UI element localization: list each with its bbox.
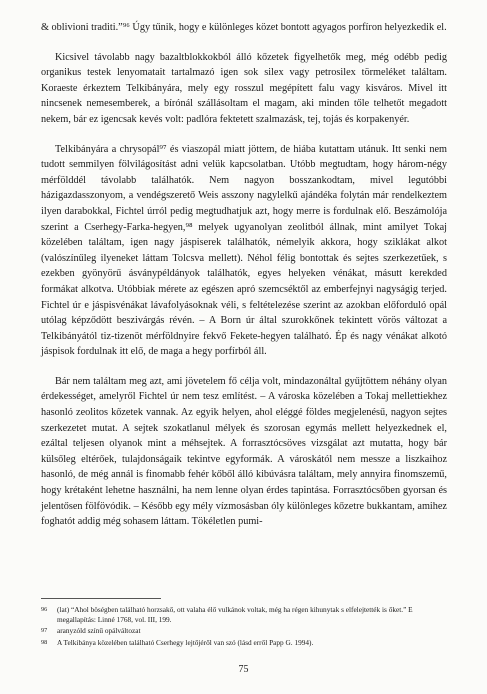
paragraph-findings: Bár nem találtam meg azt, ami jövetelem fő célja volt, mindazonáltal gyűjtöttem néhány olyan érdekességet, amelyről Fichtel úr nem tesz említést. – A városka közelében a Tokaj mellettiekhez hasonló zeolitos kőzetek vannak. Az egyik helyen, ahol eléggé földes megjelenésű, nagyon sejtes szerkezetet mutat. A sejtek szokatlanul mélyek és szorosan egymás mellett helyezkednek el, ezáltal teljesen olyanok mint a méhsejtek. A forrasztócsöves vizsgálat azt mutatta, hogy bár külsőleg eltérőek, tulajdonságaik tekintve egyformák. A városkától nem messze a liszkaihoz hasonló, de még annál is finomabb fehér kőből álló kibúvásra találtam, mely annyira finomszemű, hogy krétaként lehetne használni, ha nem lenne olyan érdes tapintása. Forrasztócsőben gyorsan és jelentősen fölfövódik. – Később egy mély vízmosásban óly különleges kőzetre bukkantam, amihez foghatót addig még sohasem láttam. Tökéletlen pumi- bbox=[41, 375, 447, 528]
footnote-text: aranyzóld színű opálváltozat bbox=[57, 626, 141, 636]
body-text bbox=[41, 20, 447, 530]
footnote-divider bbox=[41, 598, 161, 599]
footnote-97 bbox=[41, 626, 447, 636]
footnotes bbox=[41, 598, 447, 649]
footnote-number: 98 bbox=[41, 638, 48, 646]
page-number: 75 bbox=[238, 664, 249, 675]
paragraph-continuation: & oblivioni traditi.”⁹⁶ Úgy tűnik, hogy e különleges közet bontott agyagos porfíron helyezkedik el. bbox=[41, 22, 447, 33]
paragraph-basalt: Kicsivel távolabb nagy bazaltblokkokból álló kőzetek figyelhetők meg, még odébb pedig organikus testek lenyomatait tartalmazó igen sok silex vagy petrosilex törmeléket találtam. Koraeste érkeztem Telkibányára, mely egy rosszul megépített falu vagy kisváros. Mivel itt nincsenek nemesemberek, a bírónál szállásoltam el magam, aki minden tőle telhetőt megadott nekem, bár ez igencsak kevés volt: padlóra fektetett szalmazásk, tej, tojás és korpakenyér. bbox=[41, 51, 447, 125]
footnote-number: 96 bbox=[41, 606, 48, 613]
footnote-96 bbox=[41, 605, 447, 625]
footnote-text: A Telkibánya közelében található Cserhegy lejtőjéről van szó (lásd erről Papp G. 1994). bbox=[57, 637, 314, 647]
footnote-number: 97 bbox=[41, 627, 48, 635]
footnote-98 bbox=[41, 638, 447, 648]
footnote-text: (lat) “Ahol böségben található horzsakő, ott valaha élő vulkánok voltak, még ha régen kihunytak s elfelejtették is őket.” E megallapítás: Linné 1768, vol. III, 199. bbox=[57, 605, 413, 625]
paragraph-telkibanya: Telkibányára a chrysopál⁹⁷ és viaszopál miatt jöttem, de hiába kutattam utánuk. Itt senki nem tudott semmilyen fölvilágosítást adni velük kapcsolatban. Utóbb megtudtam, hogy három-négy mérfölddél távolabb találhatók. Nem nagyon bosszankodtam, mivel legutóbbi házigazdasszonyom, a vendégszerető Weis asszony nagylelkű ajándéka folytán már rendelkeztem ilyen darabokkal, Fichtel úrról pedig megtudhatjuk azt, hogy merre is fordulnak elő. Beszámolója szerint a Cserhegy-Farka-hegyen,⁹⁸ melyek ugyanolyan zeolitból állnak, mint amilyet Tokaj közelében találtam, igen nagy jáspiserek találhatók, némelyik akkora, hogy sziklákat alkot (valószínűleg ilyeneket láttam Tolcsva mellett). Néhol félig bontottak és sejtes szerkezetűek, s ezekben gyönyörű ásványpéldányok találhatók, egyes helyeken vénákat, másutt kerekded formákat alkotva. Utóbbiak mérete az egészen apró szemcséktől az emberfejnyi nagyságig terjed. Fichtel úr e jáspisvénákat lávafolyásoknak véli, s feltételezése szerint az azokban előforduló opál utólag képződött beszivárgás révén. – A Born úr által szurokkőnek tekintett vörös változat a Telkibányától tiz-tizenöt mérföldnyire fekvő Fekete-hegyen található. Ép és nagy vénákat alkotó jáspisok fordulnak itt elő, de maga a hegy porfírból áll. bbox=[41, 143, 447, 358]
